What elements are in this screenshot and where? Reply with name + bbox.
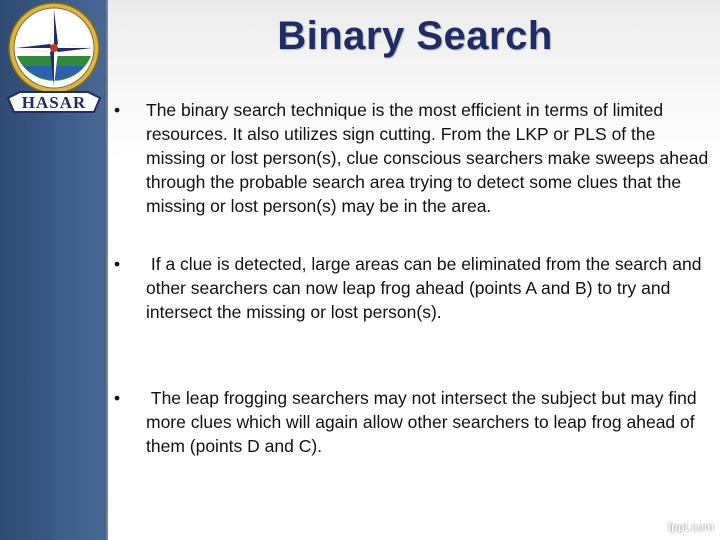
bullet-item — [112, 98, 712, 218]
bullet-text: The binary search technique is the most efficient in terms of limited resources. It also utilizes sign cutting. From the LKP or PLS of the missing or lost person(s), clue conscious searchers make sweeps ahead through the probable search area trying to detect some clues that the missing or lost person(s) may be in the area. — [146, 100, 709, 216]
bullet-text: If a clue is detected, large areas can be eliminated from the search and other searchers can now leap frog ahead (points A and B) to try and intersect the missing or lost person(s). — [146, 254, 707, 322]
bullet-marker: • — [114, 388, 121, 408]
bullet-text: The leap frogging searchers may not intersect the subject but may find more clues which will again allow other searchers to leap frog ahead of them (points D and C). — [146, 388, 702, 456]
logo-text: HASAR — [21, 93, 87, 112]
bullet-marker: • — [114, 254, 121, 274]
hasar-logo — [2, 0, 106, 124]
bullet-item — [112, 252, 712, 324]
bullet-item — [112, 386, 712, 458]
watermark: fppt.com — [667, 520, 714, 534]
bullet-list — [112, 98, 712, 458]
slide-title: Binary Search — [277, 14, 553, 58]
bullet-marker: • — [114, 100, 121, 120]
